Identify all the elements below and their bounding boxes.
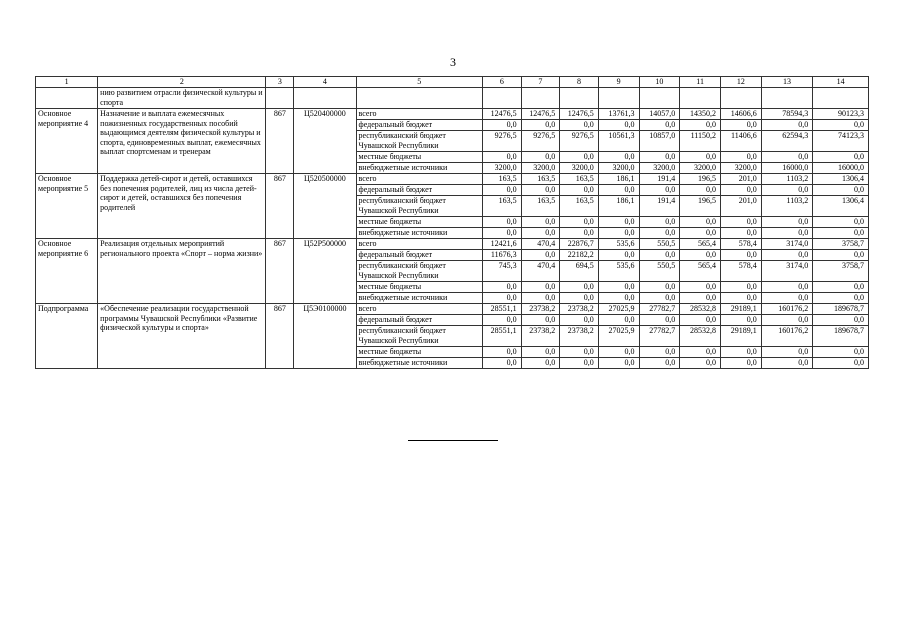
value-cell: 62594,3 — [761, 131, 812, 152]
header-row — [36, 77, 869, 88]
value-cell: 565,4 — [680, 261, 721, 282]
value-cell: 0,0 — [761, 282, 812, 293]
value-cell: 1306,4 — [813, 174, 869, 185]
value-cell: 163,5 — [560, 196, 599, 217]
header-cell: 10 — [639, 77, 680, 88]
value-cell: 11406,6 — [721, 131, 762, 152]
value-cell: 0,0 — [721, 358, 762, 369]
value-cell: 0,0 — [813, 217, 869, 228]
continuation-empty-cell — [521, 88, 560, 109]
value-cell: 11676,3 — [483, 250, 522, 261]
funding-source: местные бюджеты — [356, 282, 483, 293]
value-cell: 160176,2 — [761, 326, 812, 347]
continuation-label-cell — [36, 88, 98, 109]
value-cell: 14057,0 — [639, 109, 680, 120]
funding-source: внебюджетные источники — [356, 293, 483, 304]
value-cell: 163,5 — [483, 196, 522, 217]
funding-source: всего — [356, 109, 483, 120]
value-cell: 0,0 — [483, 152, 522, 163]
block-label: Основное мероприятие 4 — [36, 109, 98, 174]
value-cell: 0,0 — [560, 358, 599, 369]
value-cell: 0,0 — [813, 315, 869, 326]
value-cell: 0,0 — [598, 217, 639, 228]
value-cell: 196,5 — [680, 174, 721, 185]
value-cell: 3200,0 — [521, 163, 560, 174]
continuation-text: нию развитием отрасли физической культуры и спорта — [98, 88, 266, 109]
value-cell: 186,1 — [598, 196, 639, 217]
value-cell: 0,0 — [598, 152, 639, 163]
value-cell: 12476,5 — [560, 109, 599, 120]
value-cell: 27025,9 — [598, 304, 639, 315]
funding-source: местные бюджеты — [356, 347, 483, 358]
continuation-empty-cell — [761, 88, 812, 109]
value-cell: 0,0 — [598, 347, 639, 358]
value-cell: 0,0 — [560, 293, 599, 304]
value-cell: 0,0 — [680, 358, 721, 369]
value-cell: 27782,7 — [639, 304, 680, 315]
value-cell: 0,0 — [680, 120, 721, 131]
funding-source: республиканский бюджет Чувашской Республики — [356, 326, 483, 347]
value-cell: 0,0 — [639, 315, 680, 326]
value-cell: 9276,5 — [483, 131, 522, 152]
value-cell: 0,0 — [560, 185, 599, 196]
value-cell: 0,0 — [761, 315, 812, 326]
value-cell: 0,0 — [813, 228, 869, 239]
value-cell: 0,0 — [639, 217, 680, 228]
value-cell: 186,1 — [598, 174, 639, 185]
value-cell: 0,0 — [680, 293, 721, 304]
value-cell: 0,0 — [483, 228, 522, 239]
value-cell: 0,0 — [521, 315, 560, 326]
value-cell: 201,0 — [721, 196, 762, 217]
value-cell: 3200,0 — [680, 163, 721, 174]
value-cell: 0,0 — [598, 228, 639, 239]
funding-source: внебюджетные источники — [356, 163, 483, 174]
value-cell: 23738,2 — [560, 304, 599, 315]
value-cell: 3758,7 — [813, 239, 869, 250]
value-cell: 0,0 — [721, 315, 762, 326]
value-cell: 23738,2 — [521, 304, 560, 315]
funding-source: местные бюджеты — [356, 217, 483, 228]
value-cell: 0,0 — [813, 120, 869, 131]
header-cell: 7 — [521, 77, 560, 88]
value-cell: 0,0 — [813, 347, 869, 358]
value-cell: 0,0 — [721, 217, 762, 228]
value-cell: 189678,7 — [813, 326, 869, 347]
value-cell: 0,0 — [813, 152, 869, 163]
value-cell: 0,0 — [761, 358, 812, 369]
continuation-empty-cell — [598, 88, 639, 109]
value-cell: 78594,3 — [761, 109, 812, 120]
value-cell: 9276,5 — [560, 131, 599, 152]
table-row — [36, 304, 869, 315]
block-code: 867 — [266, 109, 294, 174]
value-cell: 550,5 — [639, 261, 680, 282]
value-cell: 9276,5 — [521, 131, 560, 152]
value-cell: 0,0 — [521, 282, 560, 293]
header-cell: 14 — [813, 77, 869, 88]
block-code: 867 — [266, 174, 294, 239]
value-cell: 0,0 — [560, 228, 599, 239]
value-cell: 28532,8 — [680, 304, 721, 315]
value-cell: 0,0 — [483, 120, 522, 131]
block-title: «Обеспечение реализации государственной программы Чувашской Республики «Развитие физической культуры и спорта» — [98, 304, 266, 369]
value-cell: 0,0 — [721, 250, 762, 261]
continuation-empty-cell — [813, 88, 869, 109]
value-cell: 535,6 — [598, 261, 639, 282]
value-cell: 0,0 — [721, 120, 762, 131]
value-cell: 0,0 — [598, 120, 639, 131]
value-cell: 16000,0 — [761, 163, 812, 174]
value-cell: 0,0 — [483, 358, 522, 369]
funding-source: всего — [356, 239, 483, 250]
funding-source: внебюджетные источники — [356, 358, 483, 369]
value-cell: 0,0 — [598, 315, 639, 326]
value-cell: 745,3 — [483, 261, 522, 282]
separator-line — [408, 440, 498, 441]
funding-source: местные бюджеты — [356, 152, 483, 163]
value-cell: 0,0 — [639, 185, 680, 196]
value-cell: 22876,7 — [560, 239, 599, 250]
value-cell: 470,4 — [521, 239, 560, 250]
value-cell: 3200,0 — [560, 163, 599, 174]
header-cell: 9 — [598, 77, 639, 88]
value-cell: 0,0 — [521, 217, 560, 228]
header-cell: 12 — [721, 77, 762, 88]
block-classifier: Ц5Э0100000 — [294, 304, 356, 369]
value-cell: 1306,4 — [813, 196, 869, 217]
value-cell: 0,0 — [721, 293, 762, 304]
header-cell: 6 — [483, 77, 522, 88]
header-cell: 3 — [266, 77, 294, 88]
value-cell: 191,4 — [639, 196, 680, 217]
value-cell: 0,0 — [721, 347, 762, 358]
value-cell: 90123,3 — [813, 109, 869, 120]
block-classifier: Ц520400000 — [294, 109, 356, 174]
value-cell: 0,0 — [761, 120, 812, 131]
funding-source: республиканский бюджет Чувашской Республики — [356, 196, 483, 217]
value-cell: 0,0 — [639, 250, 680, 261]
value-cell: 0,0 — [598, 282, 639, 293]
value-cell: 0,0 — [813, 282, 869, 293]
value-cell: 0,0 — [598, 250, 639, 261]
block-label: Подпрограмма — [36, 304, 98, 369]
continuation-empty-cell — [639, 88, 680, 109]
value-cell: 0,0 — [680, 185, 721, 196]
value-cell: 0,0 — [483, 185, 522, 196]
value-cell: 0,0 — [761, 152, 812, 163]
block-code: 867 — [266, 239, 294, 304]
header-cell: 11 — [680, 77, 721, 88]
value-cell: 0,0 — [560, 282, 599, 293]
table-row — [36, 109, 869, 120]
value-cell: 28551,1 — [483, 326, 522, 347]
funding-source: республиканский бюджет Чувашской Республики — [356, 131, 483, 152]
funding-source: республиканский бюджет Чувашской Республики — [356, 261, 483, 282]
value-cell: 0,0 — [639, 120, 680, 131]
value-cell: 14350,2 — [680, 109, 721, 120]
value-cell: 163,5 — [521, 196, 560, 217]
continuation-empty-cell — [356, 88, 483, 109]
value-cell: 12476,5 — [521, 109, 560, 120]
value-cell: 694,5 — [560, 261, 599, 282]
value-cell: 196,5 — [680, 196, 721, 217]
value-cell: 0,0 — [560, 120, 599, 131]
block-title: Реализация отдельных мероприятий регионального проекта «Спорт – норма жизни» — [98, 239, 266, 304]
value-cell: 23738,2 — [560, 326, 599, 347]
value-cell: 565,4 — [680, 239, 721, 250]
value-cell: 23738,2 — [521, 326, 560, 347]
value-cell: 0,0 — [721, 282, 762, 293]
value-cell: 0,0 — [639, 358, 680, 369]
block-label: Основное мероприятие 6 — [36, 239, 98, 304]
value-cell: 0,0 — [483, 217, 522, 228]
value-cell: 1103,2 — [761, 174, 812, 185]
value-cell: 0,0 — [639, 282, 680, 293]
block-title: Поддержка детей-сирот и детей, оставшихся без попечения родителей, лиц из числа детей-сирот и детей, оставшихся без попечения родителей — [98, 174, 266, 239]
value-cell: 0,0 — [761, 217, 812, 228]
value-cell: 27782,7 — [639, 326, 680, 347]
value-cell: 0,0 — [560, 315, 599, 326]
value-cell: 10857,0 — [639, 131, 680, 152]
funding-source: федеральный бюджет — [356, 185, 483, 196]
value-cell: 0,0 — [598, 358, 639, 369]
value-cell: 578,4 — [721, 261, 762, 282]
value-cell: 3758,7 — [813, 261, 869, 282]
value-cell: 3174,0 — [761, 239, 812, 250]
value-cell: 0,0 — [521, 228, 560, 239]
value-cell: 191,4 — [639, 174, 680, 185]
value-cell: 3200,0 — [639, 163, 680, 174]
value-cell: 0,0 — [761, 228, 812, 239]
value-cell: 0,0 — [483, 282, 522, 293]
value-cell: 3200,0 — [598, 163, 639, 174]
value-cell: 0,0 — [761, 250, 812, 261]
value-cell: 0,0 — [813, 293, 869, 304]
table-row — [36, 239, 869, 250]
value-cell: 0,0 — [639, 228, 680, 239]
funding-table — [35, 76, 869, 369]
block-title: Назначение и выплата ежемесячных пожизненных государственных пособий выдающимся деятелям физической культуры и спорта, единовременных выплат, ежемесячных выплат спортсменам и тренерам — [98, 109, 266, 174]
value-cell: 0,0 — [521, 185, 560, 196]
continuation-empty-cell — [266, 88, 294, 109]
value-cell: 10561,3 — [598, 131, 639, 152]
funding-source: всего — [356, 174, 483, 185]
value-cell: 189678,7 — [813, 304, 869, 315]
value-cell: 29189,1 — [721, 304, 762, 315]
value-cell: 1103,2 — [761, 196, 812, 217]
value-cell: 27025,9 — [598, 326, 639, 347]
value-cell: 0,0 — [721, 185, 762, 196]
page-number: 3 — [450, 55, 456, 69]
header-cell: 13 — [761, 77, 812, 88]
value-cell: 0,0 — [483, 347, 522, 358]
value-cell: 535,6 — [598, 239, 639, 250]
funding-source: федеральный бюджет — [356, 250, 483, 261]
value-cell: 0,0 — [761, 185, 812, 196]
value-cell: 0,0 — [813, 358, 869, 369]
value-cell: 0,0 — [721, 152, 762, 163]
value-cell: 163,5 — [483, 174, 522, 185]
value-cell: 163,5 — [521, 174, 560, 185]
value-cell: 13761,3 — [598, 109, 639, 120]
value-cell: 201,0 — [721, 174, 762, 185]
continuation-empty-cell — [680, 88, 721, 109]
value-cell: 0,0 — [560, 152, 599, 163]
header-cell: 2 — [98, 77, 266, 88]
continuation-empty-cell — [294, 88, 356, 109]
value-cell: 0,0 — [639, 347, 680, 358]
value-cell: 3200,0 — [721, 163, 762, 174]
value-cell: 470,4 — [521, 261, 560, 282]
header-cell: 5 — [356, 77, 483, 88]
value-cell: 0,0 — [680, 228, 721, 239]
value-cell: 0,0 — [639, 293, 680, 304]
value-cell: 0,0 — [483, 293, 522, 304]
value-cell: 16000,0 — [813, 163, 869, 174]
value-cell: 0,0 — [680, 250, 721, 261]
value-cell: 12421,6 — [483, 239, 522, 250]
value-cell: 12476,5 — [483, 109, 522, 120]
continuation-row — [36, 88, 869, 109]
value-cell: 3200,0 — [483, 163, 522, 174]
header-cell: 1 — [36, 77, 98, 88]
value-cell: 0,0 — [680, 152, 721, 163]
value-cell: 0,0 — [521, 358, 560, 369]
block-label: Основное мероприятие 5 — [36, 174, 98, 239]
header-cell: 8 — [560, 77, 599, 88]
value-cell: 0,0 — [813, 250, 869, 261]
continuation-empty-cell — [483, 88, 522, 109]
value-cell: 0,0 — [560, 217, 599, 228]
header-cell: 4 — [294, 77, 356, 88]
block-classifier: Ц520500000 — [294, 174, 356, 239]
value-cell: 0,0 — [483, 315, 522, 326]
value-cell: 0,0 — [680, 347, 721, 358]
value-cell: 160176,2 — [761, 304, 812, 315]
block-classifier: Ц52Р500000 — [294, 239, 356, 304]
value-cell: 28532,8 — [680, 326, 721, 347]
funding-source: всего — [356, 304, 483, 315]
funding-source: внебюджетные источники — [356, 228, 483, 239]
value-cell: 0,0 — [598, 185, 639, 196]
value-cell: 3174,0 — [761, 261, 812, 282]
value-cell: 0,0 — [721, 228, 762, 239]
value-cell: 0,0 — [521, 347, 560, 358]
continuation-empty-cell — [721, 88, 762, 109]
value-cell: 22182,2 — [560, 250, 599, 261]
value-cell: 0,0 — [761, 293, 812, 304]
funding-source: федеральный бюджет — [356, 120, 483, 131]
value-cell: 28551,1 — [483, 304, 522, 315]
funding-source: федеральный бюджет — [356, 315, 483, 326]
table-row — [36, 174, 869, 185]
value-cell: 0,0 — [560, 347, 599, 358]
value-cell: 0,0 — [521, 120, 560, 131]
value-cell: 0,0 — [598, 293, 639, 304]
value-cell: 0,0 — [761, 347, 812, 358]
value-cell: 0,0 — [521, 152, 560, 163]
value-cell: 11150,2 — [680, 131, 721, 152]
value-cell: 0,0 — [639, 152, 680, 163]
value-cell: 578,4 — [721, 239, 762, 250]
value-cell: 0,0 — [521, 293, 560, 304]
continuation-empty-cell — [560, 88, 599, 109]
value-cell: 0,0 — [813, 185, 869, 196]
value-cell: 0,0 — [680, 282, 721, 293]
value-cell: 163,5 — [560, 174, 599, 185]
value-cell: 550,5 — [639, 239, 680, 250]
value-cell: 74123,3 — [813, 131, 869, 152]
value-cell: 29189,1 — [721, 326, 762, 347]
value-cell: 0,0 — [680, 217, 721, 228]
value-cell: 14606,6 — [721, 109, 762, 120]
block-code: 867 — [266, 304, 294, 369]
value-cell: 0,0 — [521, 250, 560, 261]
value-cell: 0,0 — [680, 315, 721, 326]
